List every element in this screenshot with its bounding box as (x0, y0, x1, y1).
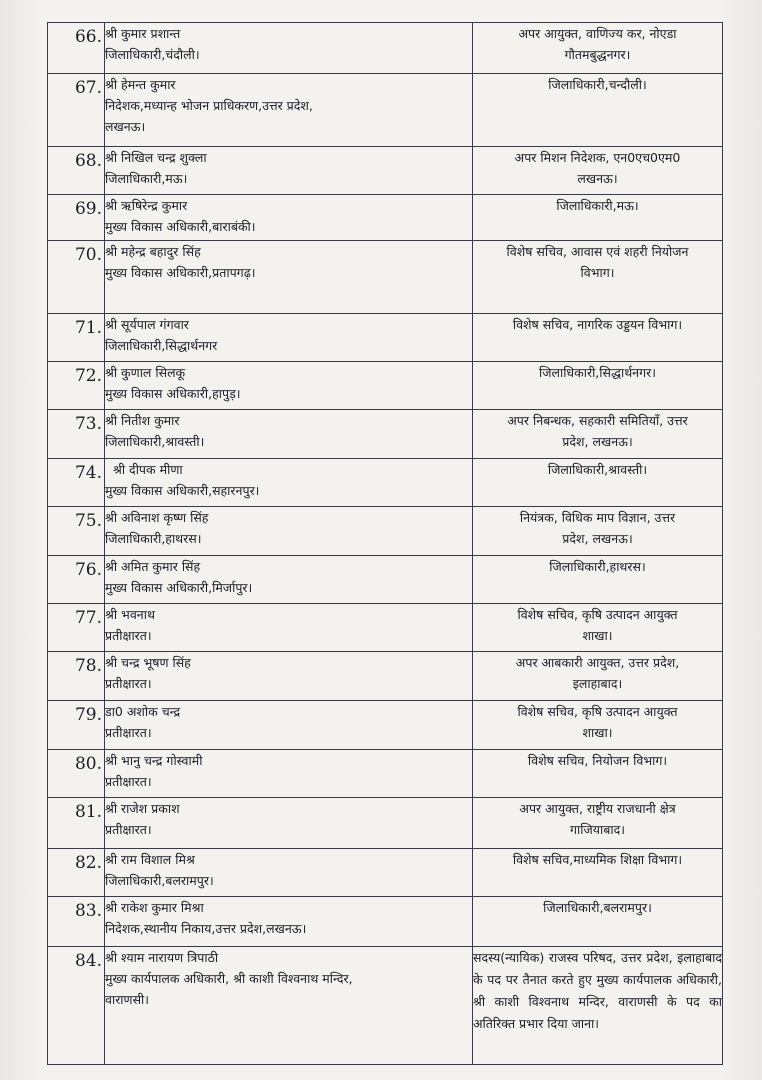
officer-cell (105, 750, 473, 798)
new-posting-cell (473, 798, 723, 849)
new-posting: सदस्य(न्यायिक) राजस्व परिषद, उत्तर प्रदेश, इलाहाबाद के पद पर तैनात करते हुए मुख्य कार्यपालक अधिकारी, श्री काशी विश्वनाथ मन्दिर, वाराणसी के पद का अतिरिक्त प्रभार दिया जाना। (473, 950, 722, 1031)
serial-number: 75. (74, 511, 102, 531)
officer-name: श्री दीपक मीणा (113, 462, 183, 477)
officer-name: श्री कुमार प्रशान्त (105, 26, 181, 41)
table-row (48, 410, 723, 459)
table-row (48, 74, 723, 147)
new-posting: अपर आयुक्त, वाणिज्य कर, नोएडा (518, 26, 677, 41)
new-posting-cell (473, 314, 723, 362)
new-posting: विशेष सचिव, नागरिक उड्डयन विभाग। (512, 317, 683, 332)
table-row (48, 459, 723, 507)
current-posting: मुख्य विकास अधिकारी,प्रतापगढ़। (105, 265, 256, 280)
serial-number: 81. (74, 802, 102, 822)
officer-name: श्री नितीश कुमार (105, 413, 180, 428)
table-row (48, 750, 723, 798)
new-posting: जिलाधिकारी,सिद्धार्थनगर। (538, 365, 657, 380)
serial-number: 71. (74, 318, 102, 338)
current-posting: जिलाधिकारी,हाथरस। (105, 531, 202, 546)
current-posting: मुख्य विकास अधिकारी,हापुड़। (105, 386, 241, 401)
new-posting: गौतमबुद्धनगर। (564, 47, 631, 62)
officer-name: श्री चन्द्र भूषण सिंह (105, 655, 191, 670)
serial-number: 69. (74, 199, 102, 219)
current-posting: मुख्य कार्यपालक अधिकारी, श्री काशी विश्वनाथ मन्दिर, (105, 971, 353, 986)
new-posting: शाखा। (582, 628, 613, 643)
current-posting: लखनऊ। (105, 119, 146, 134)
new-posting: विशेष सचिव, नियोजन विभाग। (527, 753, 668, 768)
new-posting-cell (473, 507, 723, 556)
new-posting: नियंत्रक, विधिक माप विज्ञान, उत्तर (519, 510, 676, 525)
current-posting: प्रतीक्षारत। (105, 628, 152, 643)
serial-number: 68. (74, 151, 102, 171)
current-posting: प्रतीक्षारत। (105, 774, 152, 789)
officer-cell (105, 241, 473, 314)
new-posting: विशेष सचिव, आवास एवं शहरी नियोजन (506, 244, 689, 259)
new-posting: लखनऊ। (577, 171, 618, 186)
current-posting: निदेशक,स्थानीय निकाय,उत्तर प्रदेश,लखनऊ। (105, 921, 307, 936)
officer-cell (105, 849, 473, 897)
officer-cell (105, 459, 473, 507)
new-posting: गाजियाबाद। (569, 822, 626, 837)
new-posting-cell (473, 362, 723, 410)
new-posting-cell (473, 604, 723, 652)
officer-name: श्री निखिल चन्द्र शुक्ला (105, 150, 207, 165)
new-posting-cell (473, 23, 723, 74)
serial-number: 73. (74, 414, 102, 434)
officer-cell (105, 556, 473, 604)
serial-number-cell (48, 23, 105, 74)
current-posting: जिलाधिकारी,चंदौली। (105, 47, 200, 62)
current-posting: मुख्य विकास अधिकारी,बाराबंकी। (105, 219, 256, 234)
new-posting: शाखा। (582, 725, 613, 740)
table-row (48, 241, 723, 314)
current-posting: जिलाधिकारी,बलरामपुर। (105, 873, 214, 888)
table-row (48, 147, 723, 195)
table-row (48, 23, 723, 74)
new-posting: अपर आबकारी आयुक्त, उत्तर प्रदेश, (515, 655, 680, 670)
current-posting: मुख्य विकास अधिकारी,सहारनपुर। (105, 483, 260, 498)
current-posting: मुख्य विकास अधिकारी,मिर्जापुर। (105, 580, 253, 595)
current-posting: प्रतीक्षारत। (105, 725, 152, 740)
new-posting: इलाहाबाद। (572, 676, 623, 691)
officer-cell (105, 74, 473, 147)
officer-name: श्री सूर्यपाल गंगवार (105, 317, 189, 332)
serial-number: 84. (74, 951, 102, 971)
officer-cell (105, 23, 473, 74)
new-posting-cell (473, 701, 723, 750)
new-posting: अपर आयुक्त, राष्ट्रीय राजधानी क्षेत्र (519, 801, 676, 816)
officer-cell (105, 947, 473, 1065)
officer-name: श्री राजेश प्रकाश (105, 801, 180, 816)
officer-name: श्री अविनाश कृष्ण सिंह (105, 510, 209, 525)
new-posting-cell (473, 195, 723, 241)
officer-cell (105, 314, 473, 362)
current-posting: जिलाधिकारी,श्रावस्ती। (105, 434, 205, 449)
current-posting: वाराणसी। (105, 992, 150, 1007)
current-posting: प्रतीक्षारत। (105, 676, 152, 691)
new-posting: जिलाधिकारी,चन्दौली। (548, 77, 647, 92)
new-posting: प्रदेश, लखनऊ। (562, 434, 633, 449)
serial-number: 79. (74, 705, 102, 725)
new-posting-cell (473, 74, 723, 147)
serial-number: 66. (74, 27, 102, 47)
officer-name: डा0 अशोक चन्द्र (105, 704, 181, 719)
officer-cell (105, 604, 473, 652)
serial-number: 80. (74, 754, 102, 774)
new-posting-cell (473, 897, 723, 947)
table-row (48, 507, 723, 556)
officer-cell (105, 362, 473, 410)
new-posting: प्रदेश, लखनऊ। (562, 531, 633, 546)
table-row (48, 604, 723, 652)
current-posting: प्रतीक्षारत। (105, 822, 152, 837)
officer-cell (105, 147, 473, 195)
new-posting: जिलाधिकारी,हाथरस। (549, 559, 646, 574)
table-row (48, 897, 723, 947)
new-posting: अपर निबन्धक, सहकारी समितियाँ, उत्तर (507, 413, 688, 428)
officer-cell (105, 798, 473, 849)
officer-name: श्री अमित कुमार सिंह (105, 559, 201, 574)
new-posting: जिलाधिकारी,मऊ। (556, 198, 639, 213)
new-posting-cell (473, 147, 723, 195)
officer-name: श्री राम विशाल मिश्र (105, 852, 195, 867)
current-posting: जिलाधिकारी,सिद्धार्थनगर (105, 338, 218, 353)
officer-cell (105, 410, 473, 459)
new-posting-cell (473, 652, 723, 701)
new-posting: विशेष सचिव, कृषि उत्पादन आयुक्त (517, 704, 678, 719)
new-posting-cell (473, 410, 723, 459)
serial-number: 76. (74, 560, 102, 580)
new-posting-cell (473, 459, 723, 507)
transfer-table (47, 22, 723, 1065)
officer-name: श्री श्याम नारायण त्रिपाठी (105, 950, 219, 965)
new-posting: विभाग। (580, 265, 615, 280)
table-row (48, 652, 723, 701)
new-posting: विशेष सचिव, कृषि उत्पादन आयुक्त (517, 607, 678, 622)
serial-number: 74. (74, 463, 102, 483)
officer-cell (105, 897, 473, 947)
officer-name: श्री राकेश कुमार मिश्रा (105, 900, 204, 915)
officer-name: श्री भवनाथ (105, 607, 155, 622)
serial-number: 82. (74, 853, 102, 873)
serial-number: 70. (74, 245, 102, 265)
officer-name: श्री भानु चन्द्र गोस्वामी (105, 753, 203, 768)
table-row (48, 195, 723, 241)
table-row (48, 849, 723, 897)
officer-name: श्री कुणाल सिलकू (105, 365, 186, 380)
serial-number: 83. (74, 901, 102, 921)
officer-cell (105, 195, 473, 241)
table-row (48, 314, 723, 362)
table-row (48, 701, 723, 750)
table-row (48, 362, 723, 410)
new-posting: अपर मिशन निदेशक, एन0एच0एम0 (514, 150, 681, 165)
table-row (48, 798, 723, 849)
serial-number: 77. (74, 608, 102, 628)
new-posting: विशेष सचिव,माध्यमिक शिक्षा विभाग। (512, 852, 683, 867)
serial-number: 78. (74, 656, 102, 676)
new-posting-cell (473, 750, 723, 798)
officer-cell (105, 507, 473, 556)
officer-name: श्री महेन्द्र बहादुर सिंह (105, 244, 201, 259)
officer-cell (105, 701, 473, 750)
new-posting: जिलाधिकारी,श्रावस्ती। (547, 462, 648, 477)
new-posting: जिलाधिकारी,बलरामपुर। (543, 900, 652, 915)
current-posting: निदेशक,मध्यान्ह भोजन प्राधिकरण,उत्तर प्रदेश, (105, 98, 313, 113)
new-posting-cell (473, 849, 723, 897)
serial-number: 67. (74, 78, 102, 98)
new-posting-cell (473, 556, 723, 604)
new-posting-cell (473, 241, 723, 314)
table-row (48, 556, 723, 604)
new-posting-cell (473, 947, 723, 1065)
officer-name: श्री ऋषिरेन्द्र कुमार (105, 198, 188, 213)
table-row (48, 947, 723, 1065)
officer-cell (105, 652, 473, 701)
officer-name: श्री हेमन्त कुमार (105, 77, 176, 92)
serial-number: 72. (74, 366, 102, 386)
current-posting: जिलाधिकारी,मऊ। (105, 171, 188, 186)
